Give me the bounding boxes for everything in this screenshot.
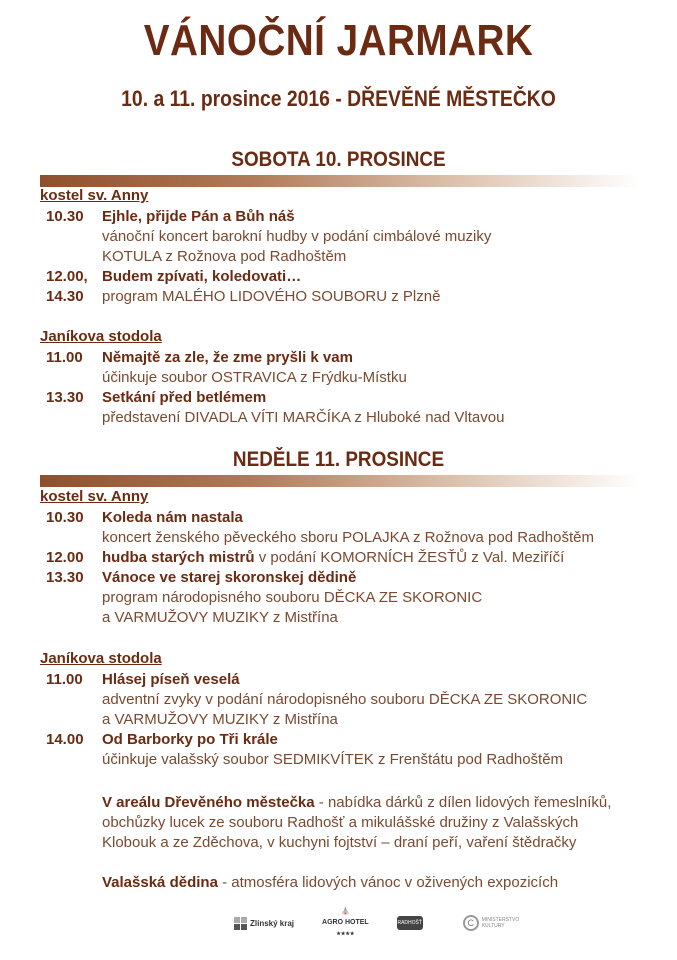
event-title: Němajtě za zle, že zme pryšli k vam <box>102 349 353 366</box>
event-time: 14.30 <box>46 288 84 305</box>
event-time: 11.00 <box>46 671 83 688</box>
schedule-item <box>46 287 440 307</box>
event-description: a VARMUŽOVY MUZIKY z Mistřína <box>102 711 338 728</box>
ministry-text: MINISTERSTVO KULTURY <box>481 917 520 929</box>
event-time: 11.00 <box>46 349 83 366</box>
event-description: a VARMUŽOVY MUZIKY z Mistřína <box>102 609 338 626</box>
note-dedina <box>102 873 558 893</box>
note-text-line: obchůzky lucek ze souboru Radhošť a mikulášské družiny z Valašských <box>102 814 579 831</box>
event-description: program národopisného souboru DĚCKA ZE SKORONIC <box>102 589 483 606</box>
tower-icon: ⛪ <box>341 908 350 915</box>
sponsor-logos <box>234 908 519 938</box>
event-title: Hlásej píseň veselá <box>102 671 240 688</box>
page-subtitle: 10. a 11. prosince 2016 - DŘEVĚNÉ MĚSTEČKO <box>121 86 556 111</box>
event-description: KOTULA z Rožnova pod Radhoštěm <box>102 248 347 265</box>
event-description: účinkuje soubor OSTRAVICA z Frýdku-Místku <box>102 369 407 386</box>
note-text: - atmosféra lidových vánoc v oživených expozicích <box>217 874 559 891</box>
event-time: 12.00, <box>46 268 88 285</box>
venue-heading: Janíkova stodola <box>40 650 162 667</box>
ministry-c-icon: C <box>463 915 479 931</box>
event-description: představení DIVADLA VÍTI MARČÍKA z Hluboké nad Vltavou <box>102 409 505 426</box>
schedule-item <box>46 207 295 227</box>
note-text-line: Klobouk a ze Zděchova, v kuchyni fojtství – draní peří, vaření štědračky <box>102 834 577 851</box>
radhost-badge-icon: RADHOŠŤ <box>397 916 423 930</box>
section-divider-bar <box>40 475 640 487</box>
zlinsky-kraj-icon <box>234 917 247 930</box>
section-divider-bar <box>40 175 640 187</box>
event-description: adventní zvyky v podání národopisného souboru DĚCKA ZE SKORONIC <box>102 691 588 708</box>
day-heading-sunday: NEDĚLE 11. PROSINCE <box>232 448 445 471</box>
zlinsky-kraj-logo: Zlínský kraj <box>234 917 294 930</box>
event-description: vánoční koncert barokní hudby v podání cimbálové muziky <box>102 228 492 245</box>
schedule-item <box>46 388 266 408</box>
schedule-item <box>46 568 356 588</box>
event-title: Setkání před betlémem <box>102 389 267 406</box>
event-time: 13.30 <box>46 569 84 586</box>
event-time: 10.30 <box>46 509 84 526</box>
event-description: v podání KOMORNÍCH ŽESŤŮ z Val. Meziříčí <box>254 549 565 566</box>
event-title: Koleda nám nastala <box>102 509 243 526</box>
page-title: VÁNOČNÍ JARMARK <box>143 16 534 65</box>
note-areal <box>102 793 611 813</box>
schedule-item <box>46 670 240 690</box>
ministry-of-culture-logo <box>463 915 520 931</box>
event-time: 14.00 <box>46 731 84 748</box>
venue-heading: Janíkova stodola <box>40 328 162 345</box>
event-title: hudba starých mistrů <box>102 549 255 566</box>
event-description: účinkuje valašský soubor SEDMIKVÍTEK z Frenštátu pod Radhoštěm <box>102 751 564 768</box>
schedule-item <box>46 548 564 568</box>
event-title: Od Barborky po Tři krále <box>102 731 278 748</box>
note-title: Valašská dědina <box>102 874 218 891</box>
event-title: Ejhle, přijde Pán a Bůh náš <box>102 208 295 225</box>
schedule-item <box>46 267 301 287</box>
radhost-logo <box>397 916 423 930</box>
event-description: koncert ženského pěveckého sboru POLAJKA z Rožnova pod Radhoštěm <box>102 529 594 546</box>
event-time: 13.30 <box>46 389 84 406</box>
schedule-item <box>46 508 243 528</box>
day-heading-saturday: SOBOTA 10. PROSINCE <box>231 148 446 171</box>
event-title: Budem zpívati, koledovati… <box>102 268 302 285</box>
schedule-item <box>46 730 278 750</box>
note-text: - nabídka dárků z dílen lidových řemeslníků, <box>314 794 612 811</box>
event-time: 12.00 <box>46 549 84 566</box>
venue-heading: kostel sv. Anny <box>40 488 149 505</box>
schedule-item <box>46 348 353 368</box>
event-title: Vánoce ve starej skoronskej dědině <box>102 569 357 586</box>
venue-heading: kostel sv. Anny <box>40 187 149 204</box>
event-time: 10.30 <box>46 208 84 225</box>
note-title: V areálu Dřevěného městečka <box>102 794 315 811</box>
hotel-logo: ⛪ AGRO HOTEL ★★★★ <box>322 908 369 937</box>
event-description: program MALÉHO LIDOVÉHO SOUBORU z Plzně <box>102 288 441 305</box>
